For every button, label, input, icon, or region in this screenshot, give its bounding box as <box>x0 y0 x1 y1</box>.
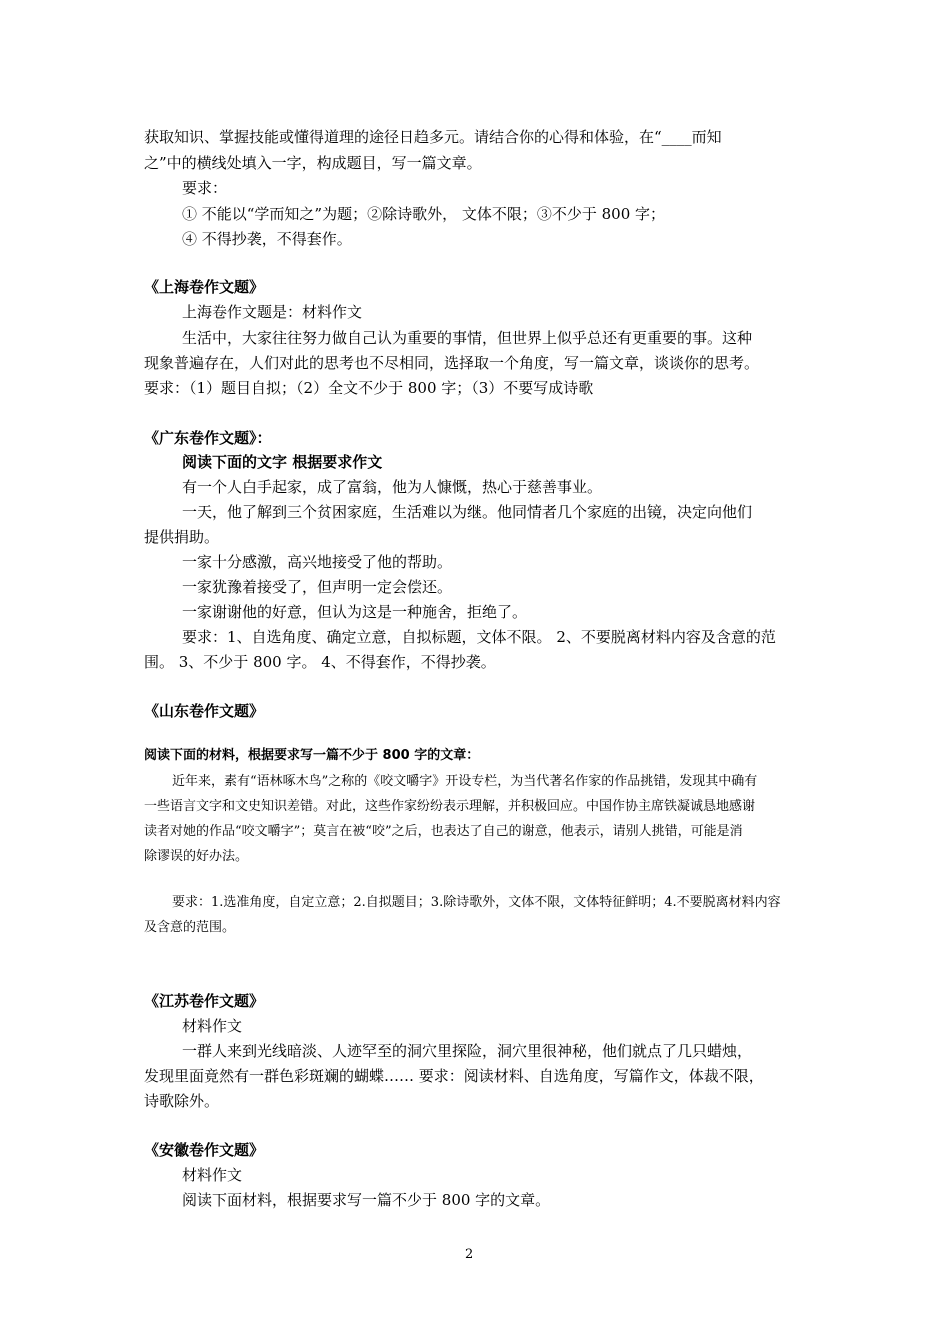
shandong-subheading: 阅读下面的材料，根据要求写一篇不少于 800 字的文章： <box>144 748 480 763</box>
jiangsu-line-2: 一群人来到光线暗淡、人迹罕至的洞穴里探险，洞穴里很神秘，他们就点了几只蜡烛， <box>182 1042 753 1060</box>
anhui-line-1: 材料作文 <box>182 1166 243 1184</box>
shandong-line-1: 近年来，素有“语林啄木鸟”之称的《咬文嚼字》开设专栏，为当代著名作家的作品挑错，发现其中确有 <box>172 774 758 789</box>
guangdong-subheading: 阅读下面的文字 根据要求作文 <box>182 453 383 471</box>
jiangsu-heading: 《江苏卷作文题》 <box>144 992 265 1010</box>
shanghai-heading: 《上海卷作文题》 <box>144 278 265 296</box>
guangdong-heading: 《广东卷作文题》： <box>144 429 272 447</box>
intro-requirement-1: ① 不能以“学而知之”为题；②除诗歌外， 文体不限；③不少于 800 字； <box>182 205 666 223</box>
page-number: 2 <box>465 1247 474 1262</box>
guangdong-line-6: 一家谢谢他的好意，但认为这是一种施舍，拒绝了。 <box>182 603 528 621</box>
intro-line-1: 获取知识、掌握技能或懂得道理的途径日趋多元。请结合你的心得和体验，在“____而知 <box>144 128 722 146</box>
shandong-line-4: 除谬误的好办法。 <box>144 849 249 864</box>
shanghai-line-4: 要求：（1）题目自拟；（2）全文不少于 800 字；（3）不要写成诗歌 <box>144 379 594 397</box>
anhui-line-2: 阅读下面材料，根据要求写一篇不少于 800 字的文章。 <box>182 1191 551 1209</box>
jiangsu-line-4: 诗歌除外。 <box>144 1092 220 1110</box>
shandong-line-3: 读者对她的作品“咬文嚼字”；莫言在被“咬”之后，也表达了自己的谢意，他表示，请别人挑错，可能是消 <box>144 824 743 839</box>
shandong-requirements-cont: 及含意的范围。 <box>144 920 236 935</box>
guangdong-line-2: 一天，他了解到三个贫困家庭，生活难以为继。他同情者几个家庭的出镜，决定向他们 <box>182 503 753 521</box>
guangdong-line-8: 围。 3、不少于 800 字。 4、不得套作，不得抄袭。 <box>144 653 496 671</box>
guangdong-line-7: 要求：1、自选角度、确定立意，自拟标题，文体不限。 2、不要脱离材料内容及含意的范 <box>182 628 776 646</box>
shanghai-line-2: 生活中，大家往往努力做自己认为重要的事情，但世界上似乎总还有更重要的事。这种 <box>182 329 753 347</box>
shanghai-line-1: 上海卷作文题是：材料作文 <box>182 303 363 321</box>
intro-requirements-label: 要求： <box>182 179 228 197</box>
guangdong-line-3: 提供捐助。 <box>144 528 220 546</box>
jiangsu-line-3: 发现里面竟然有一群色彩斑斓的蝴蝶…… 要求：阅读材料、自选角度，写篇作文，体裁不限， <box>144 1067 764 1085</box>
shandong-line-2: 一些语言文字和文史知识差错。对此，这些作家纷纷表示理解，并积极回应。中国作协主席铁凝诚恳地感谢 <box>144 799 756 814</box>
shandong-requirements: 要求：1.选准角度，自定立意；2.自拟题目；3.除诗歌外，文体不限，文体特征鲜明；4.不要脱离材料内容 <box>172 895 781 910</box>
guangdong-line-1: 有一个人白手起家，成了富翁，他为人慷慨，热心于慈善事业。 <box>182 478 603 496</box>
anhui-heading: 《安徽卷作文题》 <box>144 1141 265 1159</box>
jiangsu-line-1: 材料作文 <box>182 1017 243 1035</box>
intro-requirement-2: ④ 不得抄袭，不得套作。 <box>182 230 352 248</box>
intro-line-2: 之”中的横线处填入一字，构成题目，写一篇文章。 <box>144 154 482 172</box>
shandong-heading: 《山东卷作文题》 <box>144 702 265 720</box>
guangdong-line-5: 一家犹豫着接受了，但声明一定会偿还。 <box>182 578 453 596</box>
guangdong-line-4: 一家十分感激，高兴地接受了他的帮助。 <box>182 553 453 571</box>
shanghai-line-3: 现象普遍存在，人们对此的思考也不尽相同，选择取一个角度，写一篇文章，谈谈你的思考。 <box>144 354 760 372</box>
